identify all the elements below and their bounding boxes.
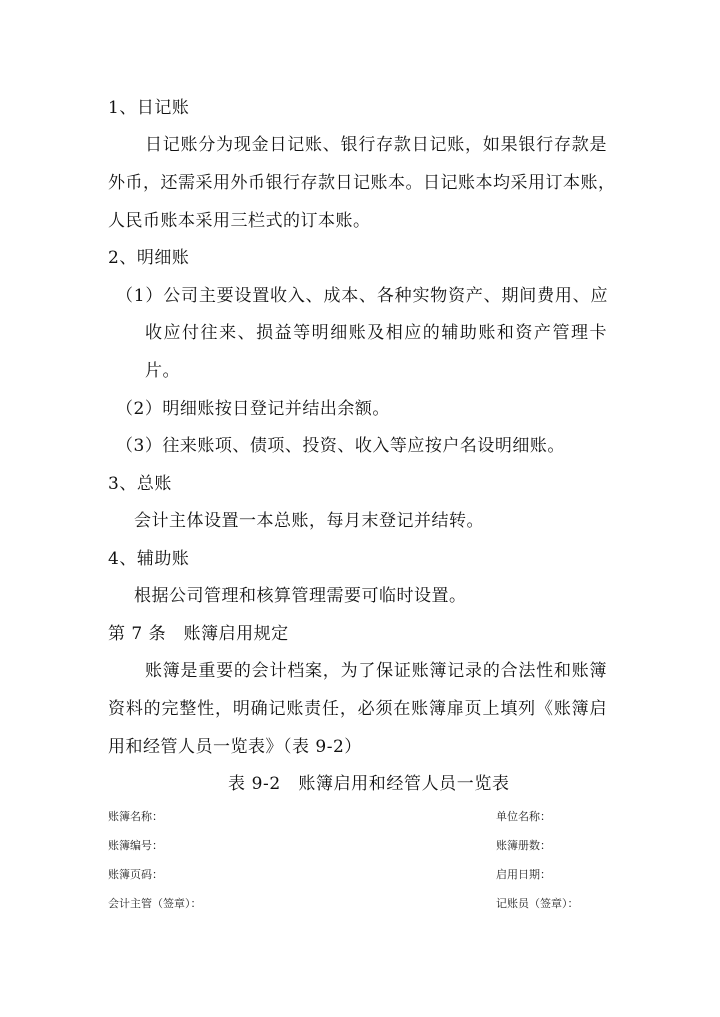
list-item: （1）公司主要设置收入、成本、各种实物资产、期间费用、应 — [116, 286, 608, 306]
list-item-continuation: 片。 — [145, 361, 180, 381]
paragraph-line: 外币，还需采用外币银行存款日记账本。日记账本均采用订本账， — [108, 173, 616, 193]
form-field-label: 记账员（签章）： — [496, 897, 579, 910]
section-heading-subsidiary-ledger: 2、明细账 — [108, 248, 190, 268]
form-field-label: 账簿编号： — [108, 839, 163, 852]
table-caption: 表 9-2 账簿启用和经管人员一览表 — [228, 774, 510, 794]
paragraph-line: 根据公司管理和核算管理需要可临时设置。 — [134, 586, 467, 606]
form-field-label: 账簿名称： — [108, 810, 163, 823]
section-heading-general-ledger: 3、总账 — [108, 474, 172, 494]
form-field-label: 会计主管（签章）： — [108, 897, 202, 910]
form-field-label: 单位名称： — [496, 810, 551, 823]
paragraph-line: 账簿是重要的会计档案，为了保证账簿记录的合法性和账簿 — [145, 661, 607, 681]
form-field-label: 账簿页码： — [108, 868, 163, 881]
article-heading: 第 7 条 账簿启用规定 — [108, 624, 289, 644]
list-item: （3）往来账项、债项、投资、收入等应按户名设明细账。 — [116, 436, 565, 456]
paragraph-line: 日记账分为现金日记账、银行存款日记账，如果银行存款是 — [145, 135, 607, 155]
section-heading-journal: 1、日记账 — [108, 98, 190, 118]
list-item-continuation: 收应付往来、损益等明细账及相应的辅助账和资产管理卡 — [145, 323, 607, 343]
form-field-label: 启用日期： — [496, 868, 551, 881]
list-item: （2）明细账按日登记并结出余额。 — [116, 399, 390, 419]
paragraph-line: 会计主体设置一本总账，每月末登记并结转。 — [134, 511, 484, 531]
paragraph-line: 人民币账本采用三栏式的订本账。 — [108, 211, 371, 231]
form-field-label: 账簿册数： — [496, 839, 551, 852]
paragraph-line: 资料的完整性，明确记账责任，必须在账簿扉页上填列《账簿启 — [108, 699, 607, 719]
paragraph-line: 用和经管人员一览表》（表 9-2） — [108, 737, 362, 757]
section-heading-auxiliary-ledger: 4、辅助账 — [108, 549, 190, 569]
